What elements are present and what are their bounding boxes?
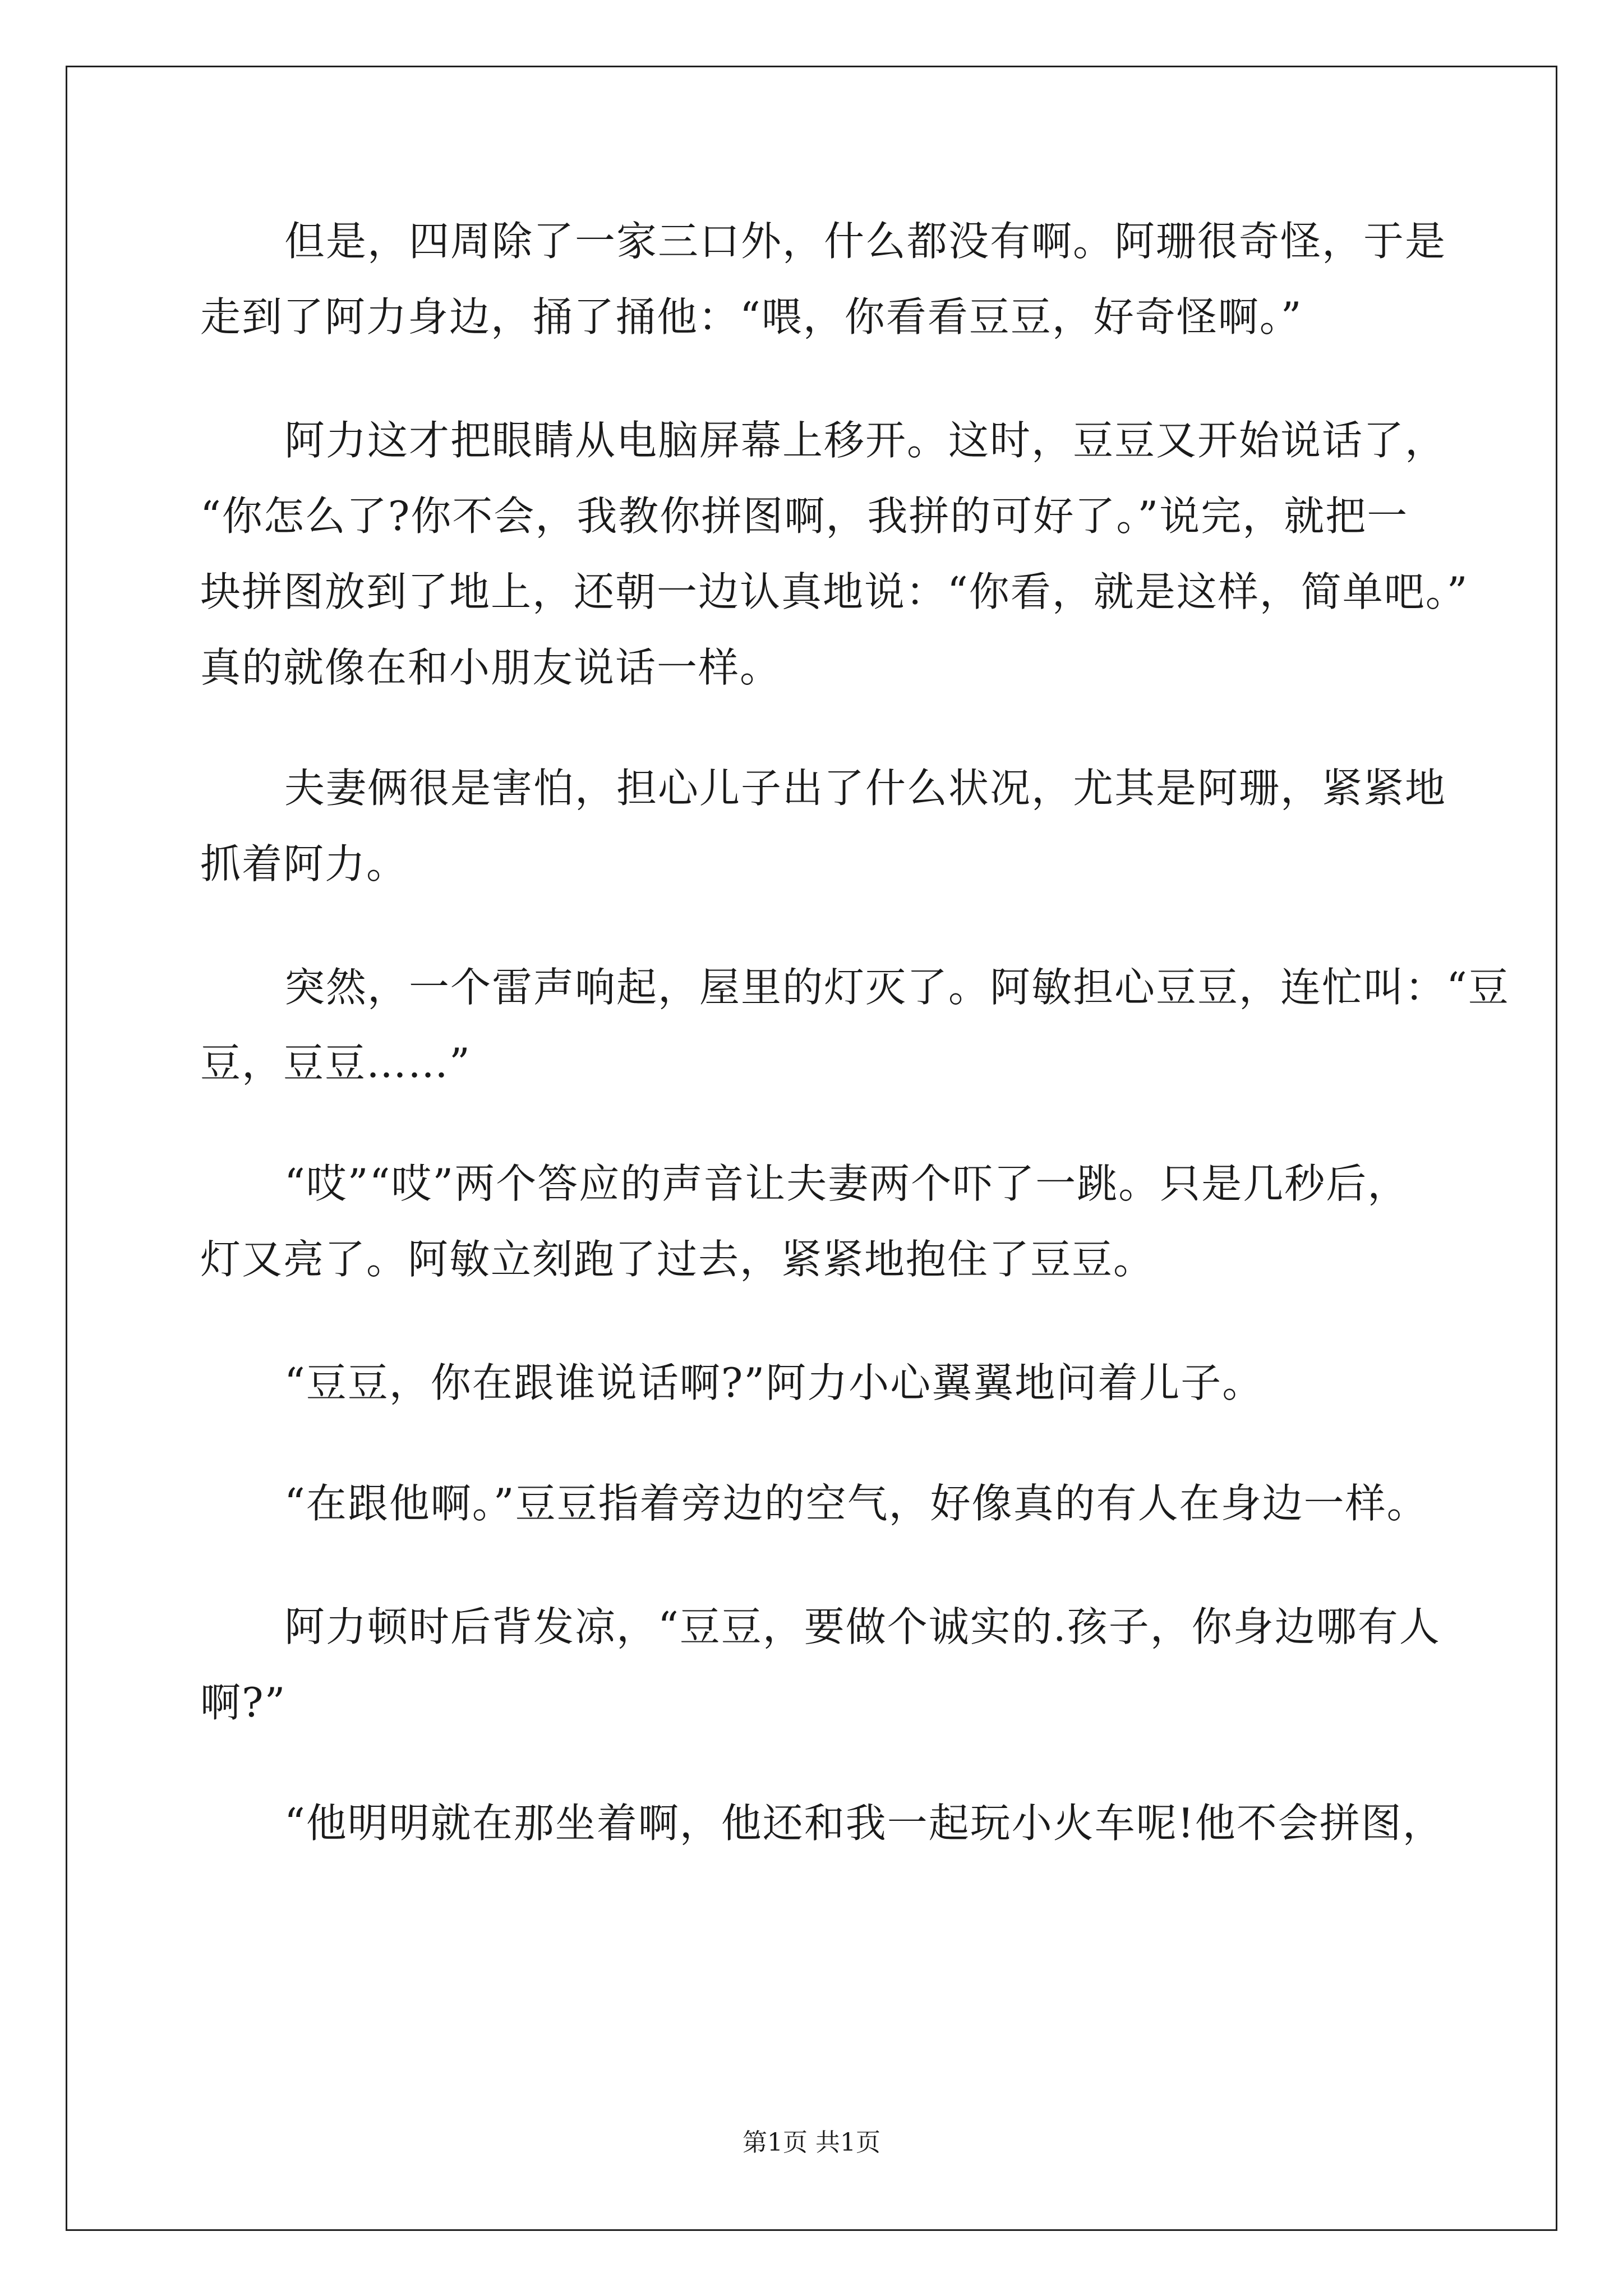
text-line: 突然，一个雷声响起，屋里的灯灭了。阿敏担心豆豆，连忙叫：“豆 [284, 964, 1510, 1011]
text-line: 抓着阿力。 [200, 840, 408, 887]
text-line: 豆，豆豆……” [200, 1039, 471, 1087]
page-border [66, 66, 1557, 2231]
text-line: 真的就像在和小朋友说话一样。 [200, 644, 782, 691]
text-line: 灯又亮了。阿敏立刻跑了过去，紧紧地抱住了豆豆。 [200, 1236, 1155, 1283]
text-line: “在跟他啊。”豆豆指着旁边的空气，好像真的有人在身边一样。 [284, 1480, 1428, 1527]
text-line: 但是，四周除了一家三口外，什么都没有啊。阿珊很奇怪，于是 [284, 218, 1447, 265]
page-number: 第1页 共1页 [743, 2128, 880, 2157]
text-line: “他明明就在那坐着啊，他还和我一起玩小火车呢!他不会拼图， [284, 1800, 1444, 1847]
text-line: “豆豆，你在跟谁说话啊?”阿力小心翼翼地问着儿子。 [284, 1359, 1264, 1406]
text-line: “你怎么了?你不会，我教你拼图啊，我拼的可好了。”说完，就把一 [200, 493, 1409, 540]
text-line: 阿力这才把眼睛从电脑屏幕上移开。这时，豆豆又开始说话了， [284, 417, 1447, 464]
text-line: 走到了阿力身边，捅了捅他：“喂，你看看豆豆，好奇怪啊。” [200, 293, 1303, 341]
text-line: “哎”“哎”两个答应的声音让夫妻两个吓了一跳。只是几秒后， [284, 1160, 1409, 1207]
text-line: 块拼图放到了地上，还朝一边认真地说：“你看，就是这样，简单吧。” [200, 568, 1469, 615]
text-line: 啊?” [200, 1679, 287, 1726]
text-line: 阿力顿时后背发凉，“豆豆，要做个诚实的.孩子，你身边哪有人 [284, 1603, 1441, 1650]
text-line: 夫妻俩很是害怕，担心儿子出了什么状况，尤其是阿珊，紧紧地 [284, 765, 1447, 812]
